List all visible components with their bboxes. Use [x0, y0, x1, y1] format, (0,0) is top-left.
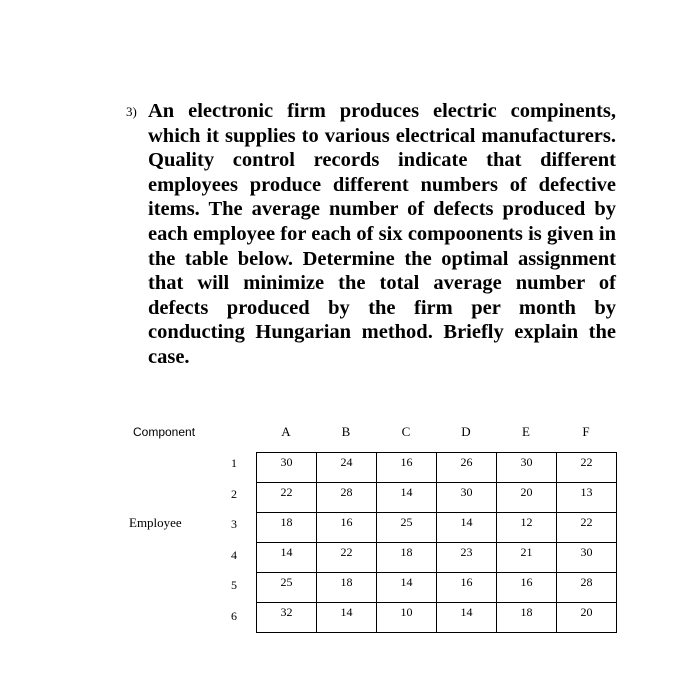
table-cell: 28 — [317, 483, 377, 513]
row-label-6: 6 — [231, 608, 237, 623]
table-cell: 14 — [437, 603, 497, 633]
question-number: 3) — [126, 104, 137, 119]
table-row — [257, 543, 617, 573]
column-header-e: E — [522, 424, 530, 439]
table-row — [257, 483, 617, 513]
table-cell: 14 — [317, 603, 377, 633]
table-cell: 20 — [557, 603, 617, 633]
row-label-1: 1 — [231, 456, 237, 470]
table-cell: 22 — [317, 543, 377, 573]
table-cell: 25 — [377, 513, 437, 543]
table-cell: 23 — [437, 543, 497, 573]
table-cell: 14 — [377, 573, 437, 603]
table-cell: 14 — [257, 543, 317, 573]
row-labels — [226, 452, 242, 635]
table-cell: 30 — [557, 543, 617, 573]
row-label-2: 2 — [231, 486, 237, 501]
table-row — [257, 453, 617, 483]
table-cell: 16 — [497, 573, 557, 603]
employee-label: Employee — [129, 515, 182, 530]
table-cell: 18 — [497, 603, 557, 633]
table-cell: 18 — [317, 573, 377, 603]
defects-table — [256, 452, 617, 633]
table-cell: 18 — [257, 513, 317, 543]
row-label-4: 4 — [231, 547, 237, 562]
question-text: An electronic firm produces electric compinents, which it supplies to various electrical manufacturers. Quality control records indicate that different employees produce different numbers of defective items. The average number of defects produced by each employee for each of six compoonents is given in the table below. Determine the optimal assignment that will minimize the total average number of defects produced by the firm per month by conducting Hungarian method. Briefly explain the case. — [148, 100, 616, 368]
table-cell: 30 — [437, 483, 497, 513]
table-cell: 16 — [437, 573, 497, 603]
row-label-5: 5 — [231, 578, 237, 592]
table-cell: 14 — [377, 483, 437, 513]
column-header-c: C — [401, 424, 411, 439]
table-cell: 16 — [377, 453, 437, 483]
table-cell: 20 — [497, 483, 557, 513]
table-cell: 10 — [377, 603, 437, 633]
table-cell: 24 — [317, 453, 377, 483]
table-row — [257, 573, 617, 603]
component-label: Component — [133, 425, 196, 439]
table-cell: 12 — [497, 513, 557, 543]
table-cell: 30 — [497, 453, 557, 483]
table-cell: 25 — [257, 573, 317, 603]
column-header-d: D — [461, 424, 471, 439]
table-cell: 16 — [317, 513, 377, 543]
table-cell: 21 — [497, 543, 557, 573]
table-row — [257, 513, 617, 543]
table-cell: 18 — [377, 543, 437, 573]
table-cell: 14 — [437, 513, 497, 543]
table-cell: 30 — [257, 453, 317, 483]
table-cell: 22 — [557, 513, 617, 543]
column-header-b: B — [341, 424, 351, 439]
column-headers — [256, 424, 616, 442]
column-header-f: F — [582, 424, 590, 439]
table-cell: 28 — [557, 573, 617, 603]
table-cell: 13 — [557, 483, 617, 513]
table-cell: 26 — [437, 453, 497, 483]
table-row — [257, 603, 617, 633]
table-cell: 22 — [257, 483, 317, 513]
column-header-a: A — [281, 424, 291, 439]
table-cell: 32 — [257, 603, 317, 633]
row-label-3: 3 — [231, 517, 237, 531]
table-cell: 22 — [557, 453, 617, 483]
